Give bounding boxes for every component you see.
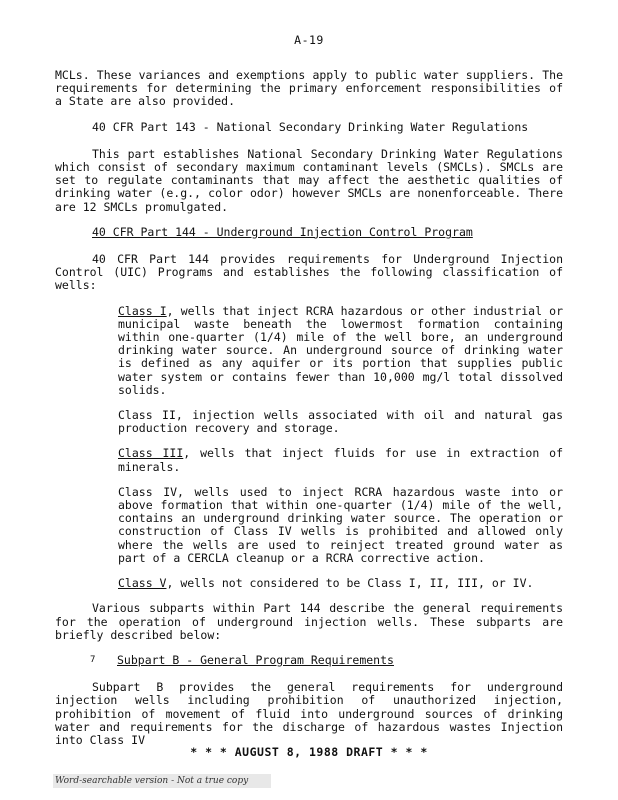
class-5-label: Class V <box>118 576 167 591</box>
class-3-label: Class III <box>118 446 184 461</box>
paragraph-part-143: This part establishes National Secondary Drinking Water Regulations which consist of secondary maximum contaminant levels (SMCLs). SMCLs are set to regulate contaminants that may affect the aesthetic qualities of drinking water (e.g., color odor) however SMCLs are nonenforceable. There are 12 SMCLs promulgated. <box>55 146 563 214</box>
class-2-item: Class II, injection wells associated with oil and natural gas production recovery and storage. <box>118 408 563 436</box>
document-body <box>55 69 563 759</box>
word-searchable-stamp: Word-searchable version - Not a true copy <box>53 774 271 788</box>
class-1-text: , wells that inject RCRA hazardous or other industrial or municipal waste beneath the lowermost formation containing within one-quarter (1/4) mile of the well bore, an underground drinking water source. An underground source of drinking water is defined as any aquifer or its portion that supplies public water system or contains fewer than 10,000 mg/l total dissolved solids. <box>118 303 563 397</box>
heading-part-143: 40 CFR Part 143 - National Secondary Drinking Water Regulations <box>92 119 529 134</box>
subpart-b-bullet <box>90 654 563 667</box>
heading-part-144: 40 CFR Part 144 - Underground Injection Control Program <box>92 224 473 239</box>
class-1-label: Class I <box>118 303 167 318</box>
subpart-b-heading: Subpart B - General Program Requirements <box>117 652 394 667</box>
paragraph-part-144: 40 CFR Part 144 provides requirements for Underground Injection Control (UIC) Programs and establishes the following classification of wells: <box>55 252 563 293</box>
class-5-text: , wells not considered to be Class I, II, III, or IV. <box>166 576 534 591</box>
bullet-mark: 7 <box>90 654 96 665</box>
class-3-item <box>118 447 563 473</box>
class-5-item <box>118 577 563 590</box>
draft-footer: * * * AUGUST 8, 1988 DRAFT * * * <box>190 745 428 759</box>
paragraph-mcl-variances: MCLs. These variances and exemptions apply to public water suppliers. The requirements for determining the primary enforcement responsibilities of a State are also provided. <box>55 68 563 109</box>
paragraph-subparts: Various subparts within Part 144 describe the general requirements for the operation of underground injection wells. These subparts are briefly described below: <box>55 601 563 642</box>
class-4-item: Class IV, wells used to inject RCRA hazardous waste into or above formation that within one-quarter (1/4) mile of the well, contains an underground drinking water source. The operation or construction of Class IV wells is prohibited and allowed only where the wells are used to reinject treated ground water as part of a CERCLA cleanup or a RCRA corrective action. <box>118 484 563 565</box>
paragraph-subpart-b: Subpart B provides the general requirements for underground injection wells including prohibition of unauthorized injection, prohibition of movement of fluid into underground sources of drinking water and requirements for the discharge of hazardous wastes Injection into Class IV <box>55 680 563 747</box>
class-3-text: , wells that inject fluids for use in extraction of minerals. <box>118 446 564 474</box>
class-1-item <box>118 305 563 397</box>
page-number: A-19 <box>294 33 324 47</box>
